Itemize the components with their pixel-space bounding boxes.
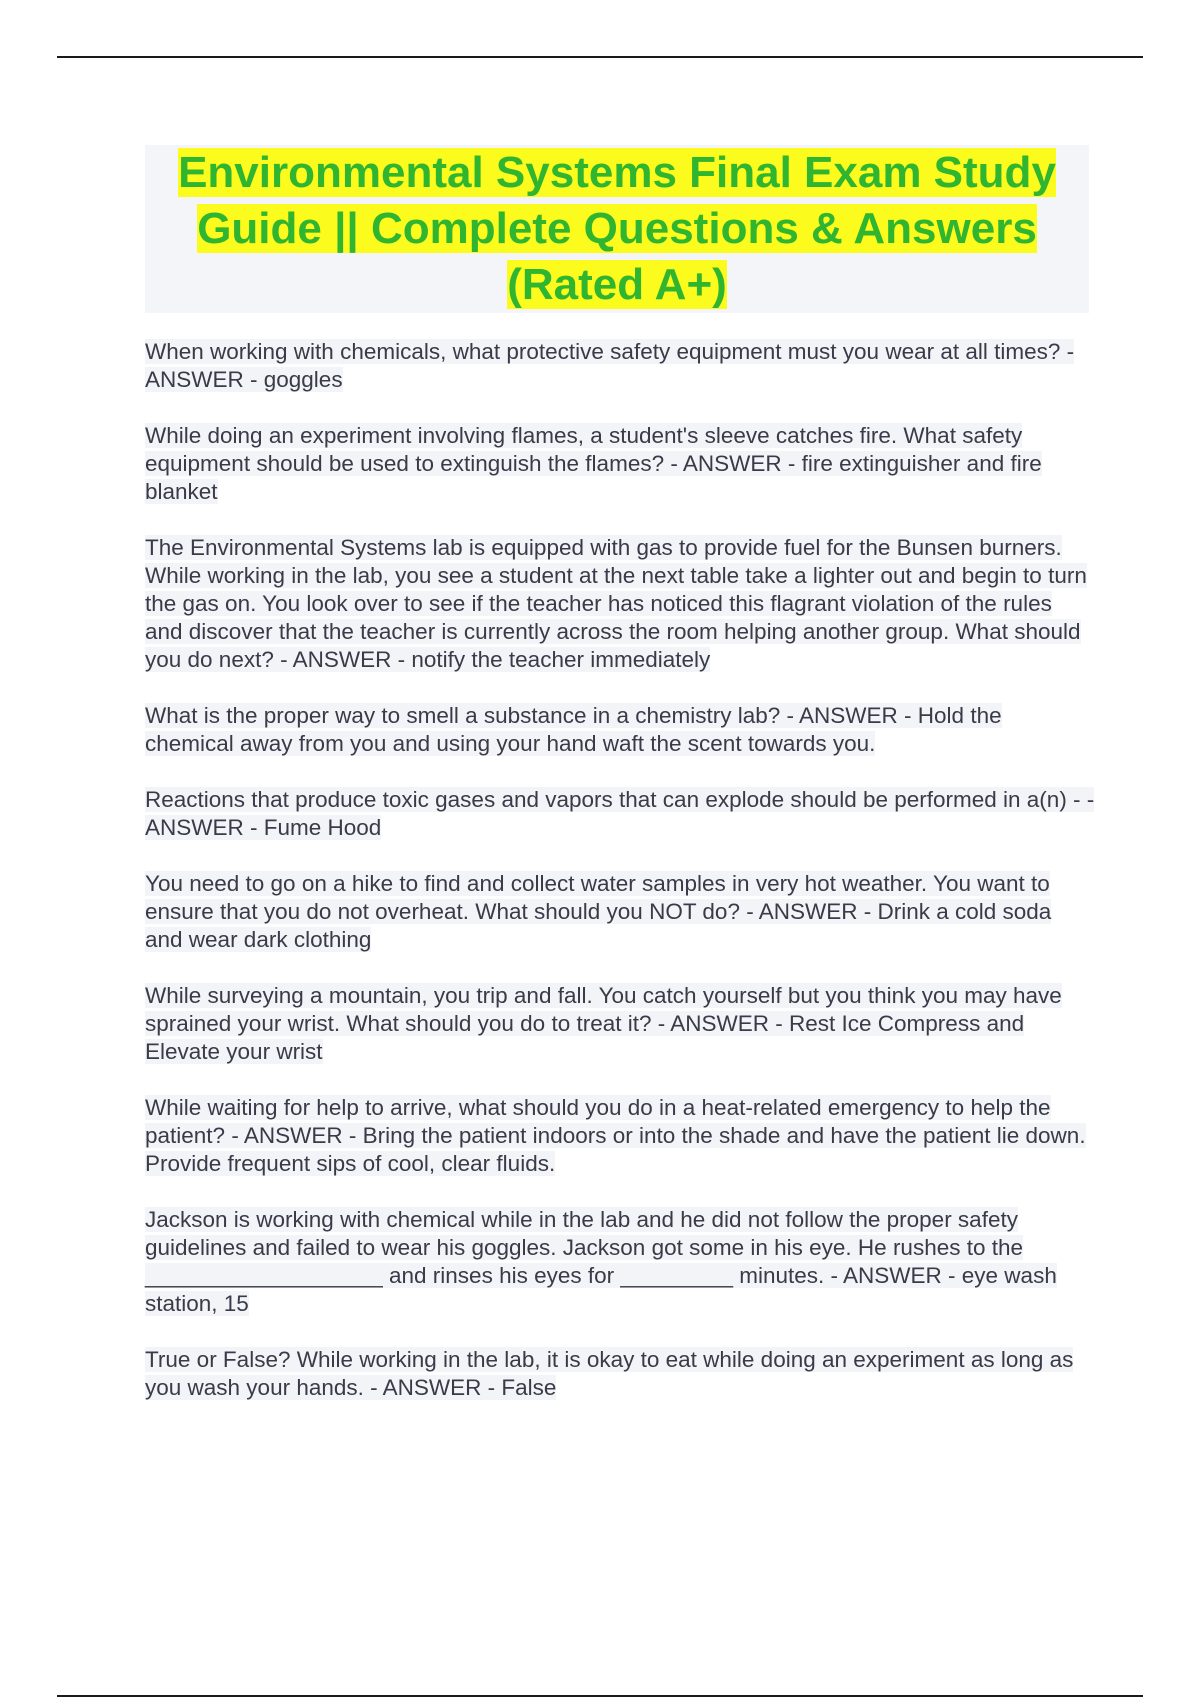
qa-item-7: While surveying a mountain, you trip and fall. You catch yourself but you think you may have sprained your wrist. What should you do to treat it? - ANSWER - Rest Ice Compress and Elevate your wrist [145, 983, 1062, 1064]
bottom-divider [57, 1695, 1143, 1697]
qa-item-1: When working with chemicals, what protective safety equipment must you wear at all times? - ANSWER - goggles [145, 339, 1075, 392]
qa-item-8: While waiting for help to arrive, what should you do in a heat-related emergency to help the patient? - ANSWER - Bring the patient indoors or into the shade and have the patient lie down. Provide frequent sips of cool, clear fluids. [145, 1095, 1086, 1176]
document-title: Environmental Systems Final Exam Study Guide || Complete Questions & Answers (Rated A+) [178, 148, 1056, 309]
top-divider [57, 56, 1143, 58]
qa-list [145, 338, 1095, 1430]
qa-item-2: While doing an experiment involving flames, a student's sleeve catches fire. What safety equipment should be used to extinguish the flames? - ANSWER - fire extinguisher and fire blanket [145, 423, 1042, 504]
qa-item-10: True or False? While working in the lab, it is okay to eat while doing an experiment as long as you wash your hands. - ANSWER - False [145, 1347, 1074, 1400]
qa-item-9: Jackson is working with chemical while in the lab and he did not follow the proper safety guidelines and failed to wear his goggles. Jackson got some in his eye. He rushes to the ___________________ and rinses his eyes for _________ minutes. - ANSWER - eye wash station, 15 [145, 1207, 1057, 1316]
title-banner [145, 145, 1089, 313]
qa-item-6: You need to go on a hike to find and collect water samples in very hot weather. You want to ensure that you do not overheat. What should you NOT do? - ANSWER - Drink a cold soda and wear dark clothing [145, 871, 1052, 952]
qa-item-3: The Environmental Systems lab is equipped with gas to provide fuel for the Bunsen burners. While working in the lab, you see a student at the next table take a lighter out and begin to turn the gas on. You look over to see if the teacher has noticed this flagrant violation of the rules and discover that the teacher is currently across the room helping another group. What should you do next? - ANSWER - notify the teacher immediately [145, 535, 1087, 672]
qa-item-4: What is the proper way to smell a substance in a chemistry lab? - ANSWER - Hold the chemical away from you and using your hand waft the scent towards you. [145, 703, 1002, 756]
qa-item-5: Reactions that produce toxic gases and vapors that can explode should be performed in a(n) - - ANSWER - Fume Hood [145, 787, 1095, 840]
